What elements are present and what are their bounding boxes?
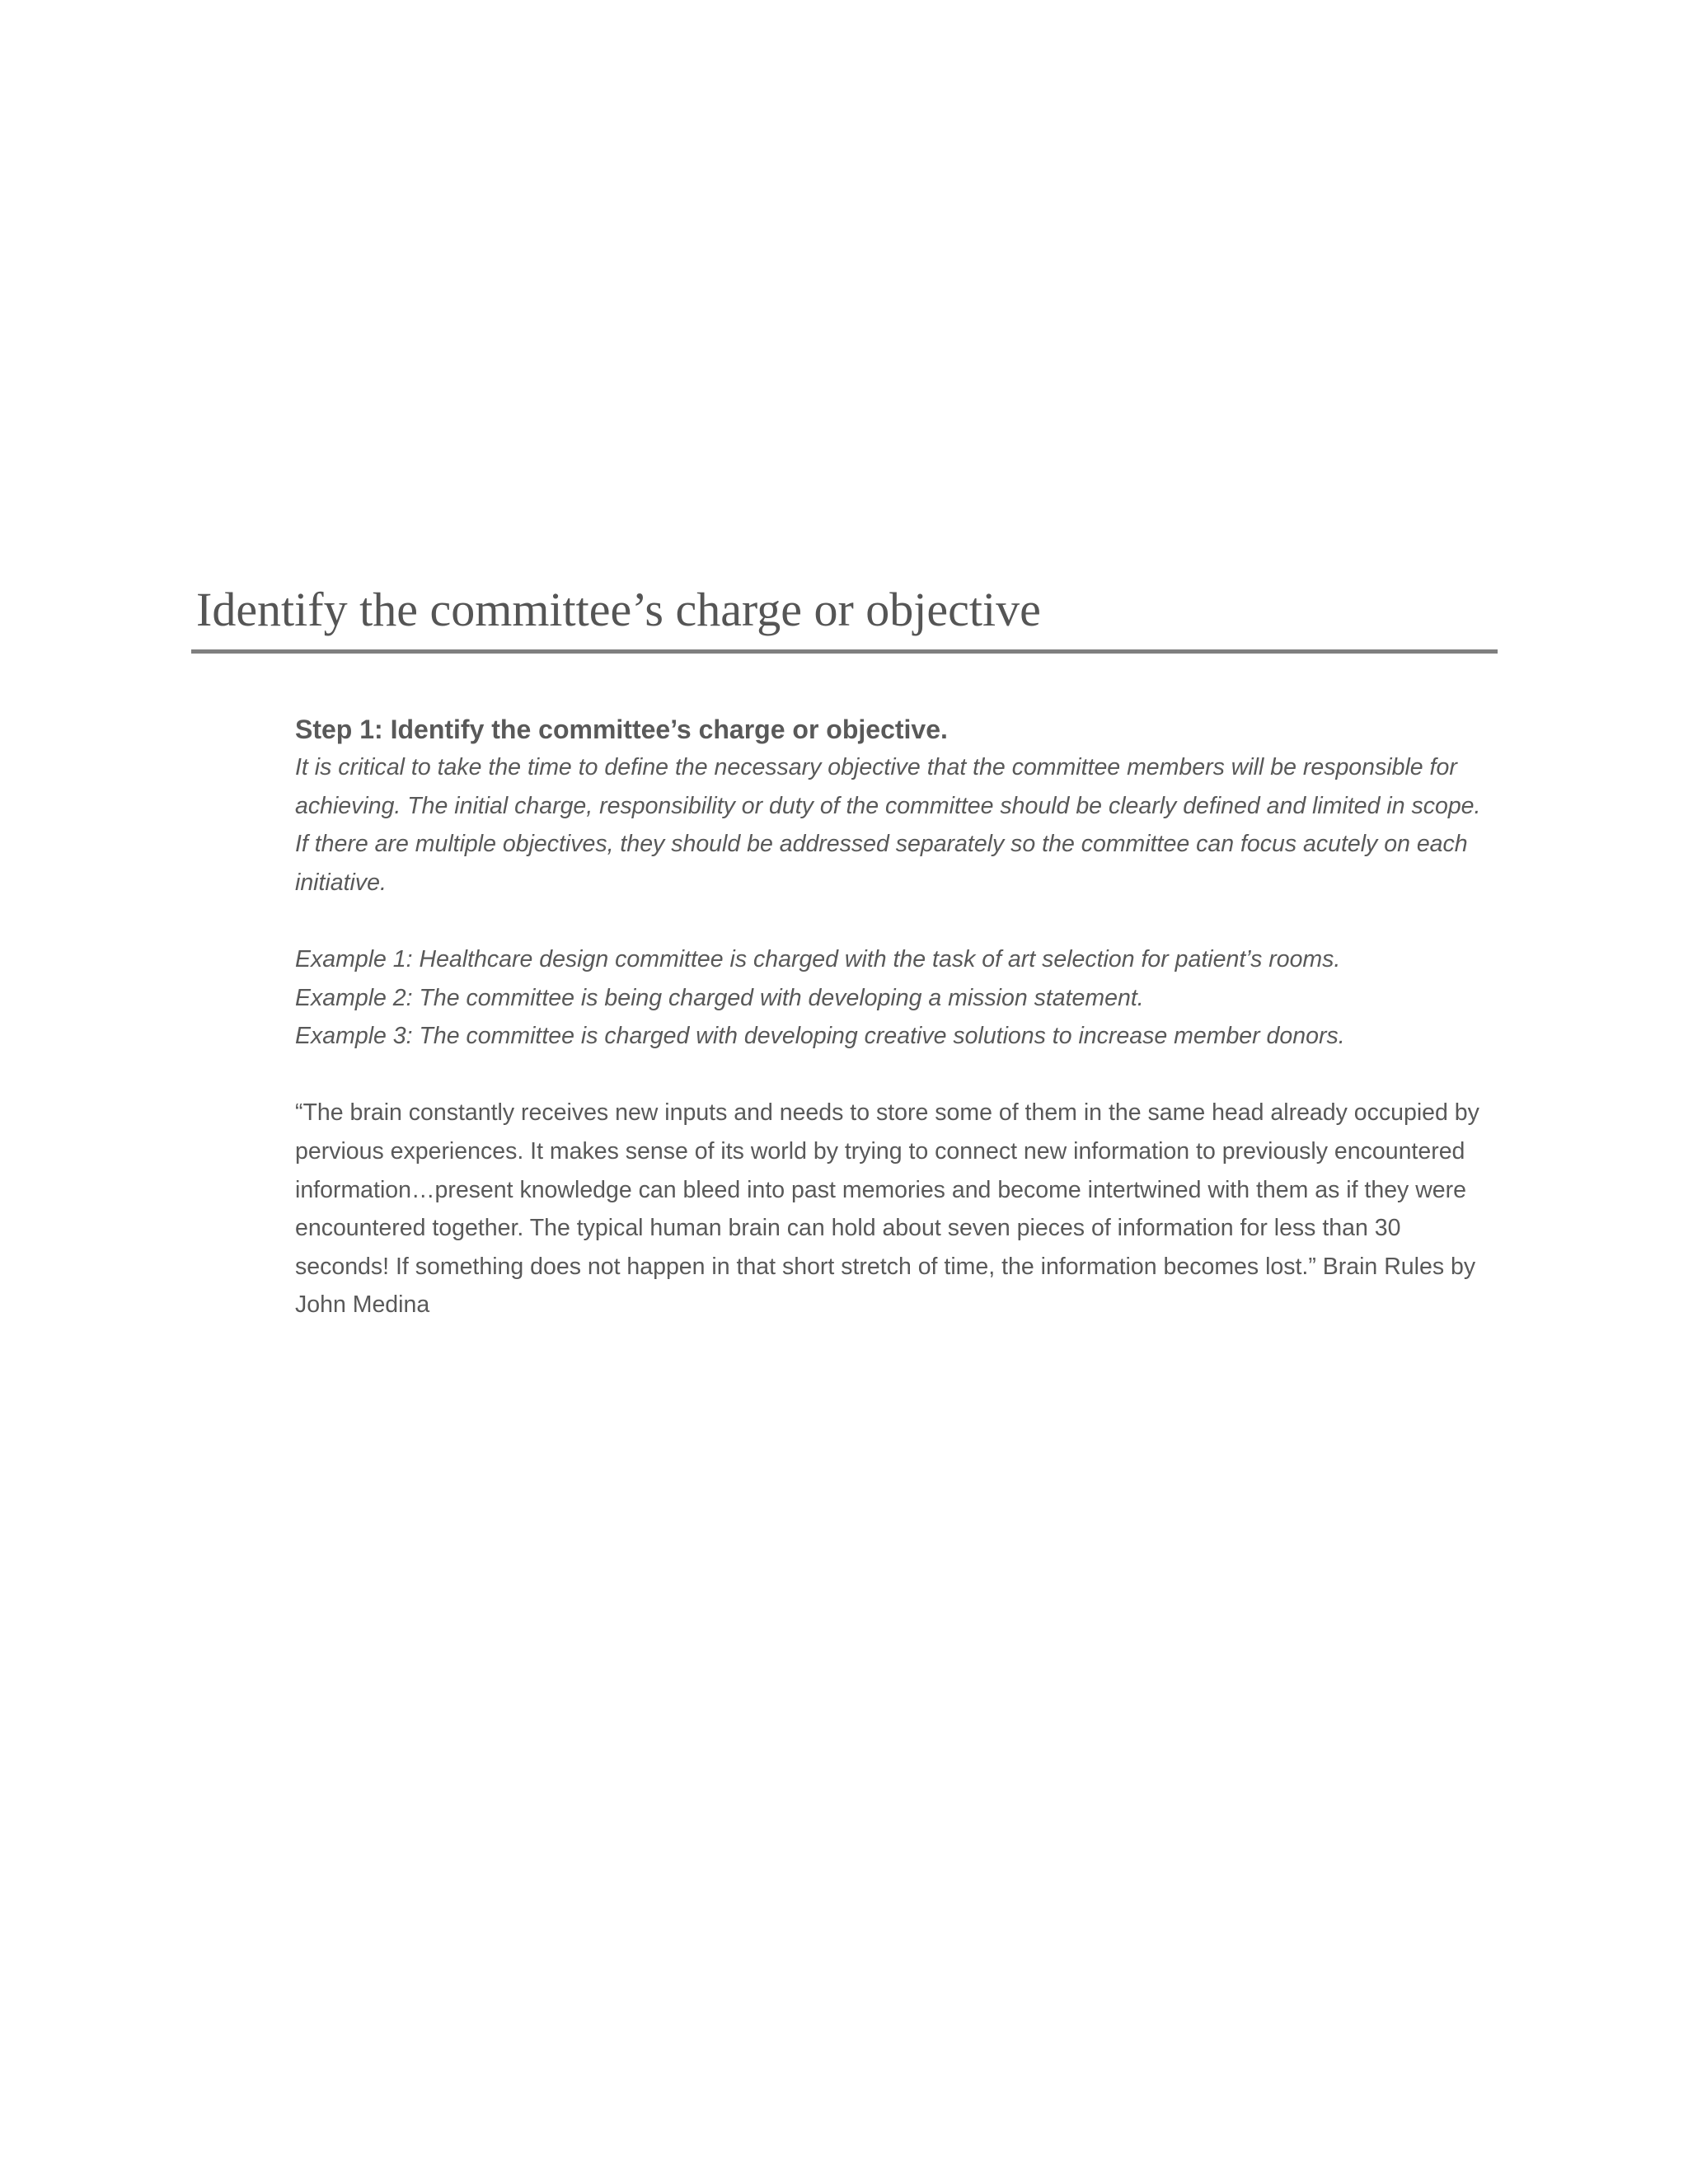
examples-list [295, 940, 1486, 1056]
quote-paragraph: “The brain constantly receives new inputs and needs to store some of them in the same head already occupied by pervious experiences. It makes sense of its world by trying to connect new information to previously encountered information…present knowledge can bleed into past memories and become intertwined with them as if they were encountered together. The typical human brain can hold about seven pieces of information for less than 30 seconds! If something does not happen in that short stretch of time, the information becomes lost.” Brain Rules by John Medina [295, 1099, 1479, 1319]
section-title: Identify the committee’s charge or objective [196, 583, 1041, 636]
example-item: Example 1: Healthcare design committee is charged with the task of art selection for patient’s rooms. [295, 945, 1341, 972]
example-item: Example 3: The committee is charged with developing creative solutions to increase member donors. [295, 1023, 1345, 1050]
title-divider [191, 649, 1498, 654]
step-content [295, 710, 1486, 1324]
step-heading: Step 1: Identify the committee’s charge or objective. [295, 715, 948, 744]
example-item: Example 2: The committee is being charged with developing a mission statement. [295, 984, 1144, 1011]
intro-paragraph: It is critical to take the time to define the necessary objective that the committee members will be responsible for achieving. The initial charge, responsibility or duty of the committee should be clearly defined and limited in scope. If there are multiple objectives, they should be addressed separately so the committee can focus acutely on each initiative. [295, 754, 1481, 896]
